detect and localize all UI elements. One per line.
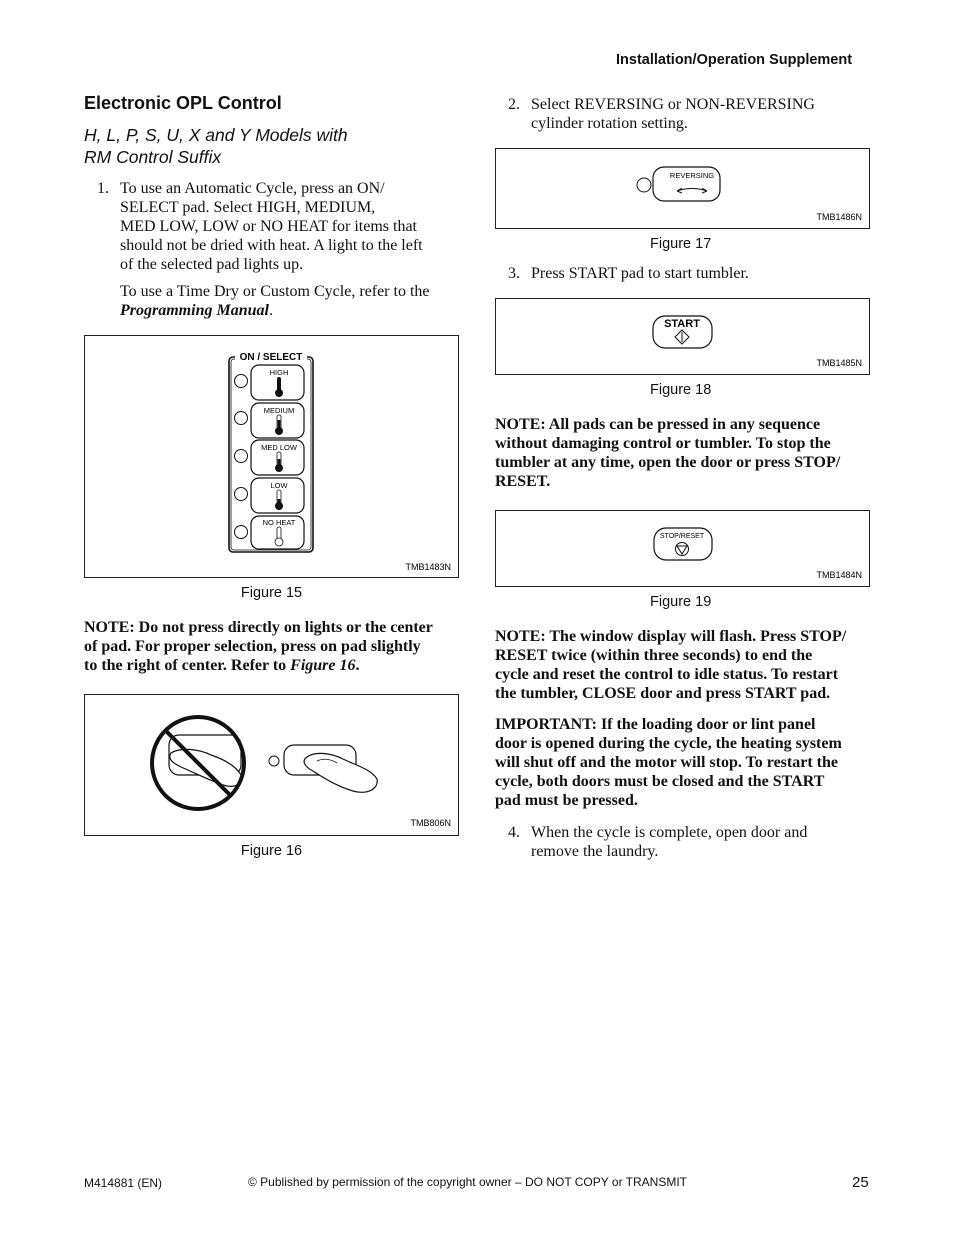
text-line: NOTE: Do not press directly on lights or the center: [84, 619, 433, 636]
figure-16-caption: Figure 16: [240, 843, 303, 859]
reversing-label: REVERSING: [669, 171, 715, 180]
step-1-extra-text: [120, 282, 460, 320]
figure-18-caption: [495, 382, 870, 398]
note-pad-sequence: [495, 415, 875, 491]
text-line: SELECT pad. Select HIGH, MEDIUM,: [120, 199, 376, 216]
indicator-light: [637, 178, 651, 192]
start-pad-illustration: [496, 299, 869, 374]
text-line: cycle, both doors must be closed and the START: [495, 773, 825, 790]
stop-reset-pad[interactable]: [654, 528, 712, 560]
figure-19-box: [495, 510, 870, 587]
pad-high-label: HIGH: [269, 368, 289, 377]
figure-17-caption: [495, 236, 870, 252]
text-line: remove the laundry.: [531, 843, 659, 860]
text-line: without damaging control or tumbler. To stop the: [495, 435, 831, 452]
step-1-text: [120, 179, 460, 274]
text-line: [84, 656, 464, 675]
hand-icon: [304, 753, 377, 792]
text-punct: .: [355, 657, 360, 674]
text-punct: .: [268, 302, 273, 319]
incorrect-press-illustration: [152, 717, 244, 809]
step-number: 1.: [97, 180, 109, 197]
reversing-pad-illustration: [496, 149, 869, 228]
text-line: Select REVERSING or NON-REVERSING: [531, 96, 815, 113]
text-line: tumbler at any time, open the door or press STOP/: [495, 454, 841, 471]
stop-reset-pad-illustration: [496, 511, 869, 586]
programming-manual-ref: Programming Manual: [120, 302, 269, 319]
indicator-light-med-low: [235, 450, 248, 463]
indicator-light-high: [235, 375, 248, 388]
text-line: cycle and reset the control to idle status. To restart: [495, 666, 839, 683]
figure-code: TMB1485N: [816, 358, 862, 368]
figure-19-caption: [495, 594, 870, 610]
text-line: NOTE: All pads can be pressed in any sequence: [495, 416, 821, 433]
on-select-panel-illustration: [85, 336, 458, 577]
figure-16-box: [84, 694, 459, 836]
figure-code: TMB1486N: [816, 212, 862, 222]
thermometer-icon-high: [277, 377, 281, 391]
step-number: 3.: [508, 265, 520, 282]
subtitle-line: H, L, P, S, U, X and Y Models with: [84, 125, 348, 145]
figure-18-box: [495, 298, 870, 375]
reversing-pad[interactable]: [637, 167, 720, 201]
text-line: should not be dried with heat. A light to the left: [120, 237, 423, 254]
text-line: When the cycle is complete, open door and: [531, 824, 808, 841]
correct-press-illustration: [269, 745, 377, 792]
step-number: 2.: [508, 96, 520, 113]
caption-text: Figure 19: [650, 594, 712, 610]
text-line: of pad. For proper selection, press on pad slightly: [84, 638, 421, 655]
text-line: [120, 301, 460, 320]
text-line: To use a Time Dry or Custom Cycle, refer to the: [120, 283, 430, 300]
text-line: RESET twice (within three seconds) to end the: [495, 647, 813, 664]
pad-medium-label: MEDIUM: [263, 406, 295, 415]
text-line: door is opened during the cycle, the heating system: [495, 735, 842, 752]
press-position-illustration: [85, 695, 458, 835]
figure-15-box: [84, 335, 459, 578]
text-span: to the right of center. Refer to: [84, 657, 291, 674]
text-line: pad must be pressed.: [495, 792, 638, 809]
text-line: To use an Automatic Cycle, press an ON/: [120, 180, 385, 197]
running-header: Installation/Operation Supplement: [616, 52, 853, 68]
text-line: cylinder rotation setting.: [531, 115, 688, 132]
step-4-text: [531, 823, 871, 861]
figure-16-ref: Figure 16: [290, 657, 356, 674]
text-line: of the selected pad lights up.: [120, 256, 304, 273]
pad-no-heat-label: NO HEAT: [262, 518, 296, 527]
pad-low-label: LOW: [270, 481, 288, 490]
step-number: 4.: [508, 824, 520, 841]
section-subtitle: [84, 124, 414, 168]
indicator-light: [269, 756, 279, 766]
footer-copyright: © Published by permission of the copyright owner – DO NOT COPY or TRANSMIT: [248, 1175, 688, 1189]
footer-doc-code: M414881 (EN): [84, 1176, 163, 1190]
pad-med-low-label: MED LOW: [261, 443, 297, 452]
text-line: NOTE: The window display will flash. Press STOP/: [495, 628, 847, 645]
figure-15-caption: Figure 15: [240, 585, 303, 601]
step-3-text: Press START pad to start tumbler.: [531, 265, 749, 282]
stop-reset-label: STOP/RESET: [659, 533, 705, 540]
note-window-display: [495, 627, 875, 703]
indicator-light-medium: [235, 412, 248, 425]
text-line: IMPORTANT: If the loading door or lint panel: [495, 716, 816, 733]
step-2-text: [531, 95, 871, 133]
text-line: MED LOW, LOW or NO HEAT for items that: [120, 218, 417, 235]
caption-text: Figure 18: [650, 382, 712, 398]
figure-17-box: [495, 148, 870, 229]
caption-text: Figure 17: [650, 236, 712, 252]
indicator-light-low: [235, 488, 248, 501]
text-line: RESET.: [495, 473, 551, 490]
text-line: will shut off and the motor will stop. To restart the: [495, 754, 838, 771]
section-title: Electronic OPL Control: [84, 93, 282, 113]
page-number: 25: [852, 1174, 869, 1191]
subtitle-line: RM Control Suffix: [84, 147, 222, 167]
text-line: the tumbler, CLOSE door and press START pad.: [495, 685, 831, 702]
figure-code: TMB806N: [410, 818, 451, 828]
note-press-position: [84, 618, 464, 675]
start-pad[interactable]: [653, 316, 712, 348]
figure-code: TMB1484N: [816, 570, 862, 580]
indicator-light-no-heat: [235, 526, 248, 539]
important-notice: [495, 715, 875, 810]
figure-code: TMB1483N: [405, 562, 451, 572]
start-label: START: [664, 318, 700, 330]
panel-label: ON / SELECT: [239, 352, 303, 363]
